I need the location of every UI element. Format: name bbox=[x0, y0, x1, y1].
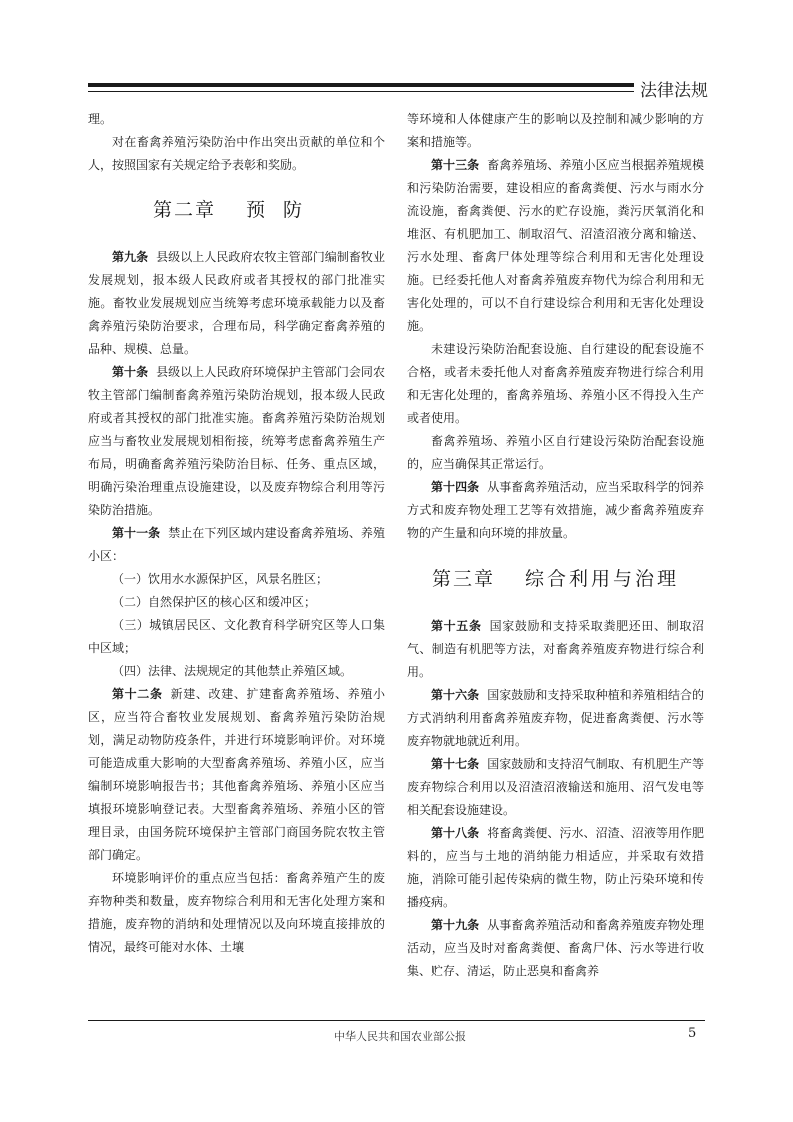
header-rule-thick bbox=[88, 83, 634, 87]
page-number: 5 bbox=[688, 1026, 697, 1041]
paragraph: 未建设污染防治配套设施、自行建设的配套设施不合格，或者未委托他人对畜禽养殖废弃物进行综合利用和无害化处理的，畜禽养殖场、养殖小区不得投入生产或者使用。 bbox=[407, 342, 704, 425]
list-item: （四）法律、法规规定的其他禁止养殖区域。 bbox=[112, 664, 353, 678]
article-16 bbox=[407, 684, 704, 753]
article-label: 第十三条 bbox=[431, 158, 480, 172]
article-15 bbox=[407, 615, 704, 684]
header-rule-thin bbox=[88, 91, 634, 92]
article-text: 国家鼓励和支持采取粪肥还田、制取沼气、制造有机肥等方法，对畜禽养殖废弃物进行综合利用。 bbox=[407, 619, 704, 679]
article-9 bbox=[88, 246, 385, 361]
list-item: （三）城镇居民区、文化教育科学研究区等人口集中区域； bbox=[88, 618, 385, 655]
article-label: 第十九条 bbox=[431, 918, 480, 932]
chapter-title: 综合利用与治理 bbox=[525, 568, 680, 590]
paragraph: 理。 bbox=[88, 112, 113, 126]
article-12 bbox=[88, 683, 385, 867]
article-text: 县级以上人民政府农牧主管部门编制畜牧业发展规划，报本级人民政府或者其授权的部门批准实施。畜牧业发展规划应当统筹考虑环境承载能力以及畜禽养殖污染防治要求，合理布局，科学确定畜禽养殖的品种、规模、总量。 bbox=[88, 250, 385, 356]
chapter-heading-3 bbox=[407, 565, 704, 593]
article-17 bbox=[407, 753, 704, 822]
chapter-title: 预防 bbox=[246, 199, 321, 221]
article-11 bbox=[88, 522, 385, 568]
article-18 bbox=[407, 822, 704, 914]
list-item: （一）饮用水水源保护区，风景名胜区； bbox=[112, 572, 329, 586]
chapter-number: 第二章 bbox=[152, 199, 216, 221]
article-text: 国家鼓励和支持沼气制取、有机肥生产等废弃物综合利用以及沼渣沼液输送和施用、沼气发电等相关配套设施建设。 bbox=[407, 757, 704, 817]
article-label: 第十七条 bbox=[431, 757, 480, 771]
article-text: 畜禽养殖场、养殖小区应当根据养殖规模和污染防治需要，建设相应的畜禽粪便、污水与雨水分流设施，畜禽粪便、污水的贮存设施，粪污厌氧消化和堆沤、有机肥加工、制取沼气、沼渣沼液分离和输送、污水处理、畜禽尸体处理等综合利用和无害化处理设施。已经委托他人对畜禽养殖废弃物代为综合利用和无害化处理的，可以不自行建设综合利用和无害化处理设施。 bbox=[407, 158, 704, 333]
chapter-heading-2 bbox=[88, 196, 385, 224]
article-label: 第九条 bbox=[112, 250, 149, 264]
paragraph: 对在畜禽养殖污染防治中作出突出贡献的单位和个人，按照国家有关规定给予表彰和奖励。 bbox=[88, 135, 385, 172]
footer-rule bbox=[88, 1020, 705, 1021]
article-text: 县级以上人民政府环境保护主管部门会同农牧主管部门编制畜禽养殖污染防治规划，报本级人民政府或者其授权的部门批准实施。畜禽养殖污染防治规划应当与畜牧业发展规划相衔接，统筹考虑畜禽养殖生产布局，明确畜禽养殖污染防治目标、任务、重点区域，明确污染治理重点设施建设，以及废弃物综合利用等污染防治措施。 bbox=[88, 365, 385, 517]
paragraph: 畜禽养殖场、养殖小区自行建设污染防治配套设施的，应当确保其正常运行。 bbox=[407, 434, 704, 471]
article-text: 从事畜禽养殖活动，应当采取科学的饲养方式和废弃物处理工艺等有效措施，减少畜禽养殖废弃物的产生量和向环境的排放量。 bbox=[407, 480, 704, 540]
article-label: 第十二条 bbox=[112, 687, 163, 701]
article-text: 新建、改建、扩建畜禽养殖场、养殖小区，应当符合畜牧业发展规划、畜禽养殖污染防治规划，满足动物防疫条件，并进行环境影响评价。对环境可能造成重大影响的大型畜禽养殖场、养殖小区，应当编制环境影响报告书；其他畜禽养殖场、养殖小区应当填报环境影响登记表。大型畜禽养殖场、养殖小区的管理目录，由国务院环境保护主管部门商国务院农牧主管部门确定。 bbox=[88, 687, 385, 862]
right-column bbox=[407, 108, 704, 983]
article-label: 第十五条 bbox=[431, 619, 482, 633]
paragraph: 环境影响评价的重点应当包括：畜禽养殖产生的废弃物种类和数量，废弃物综合利用和无害化处理方案和措施，废弃物的消纳和处理情况以及向环境直接排放的情况，最终可能对水体、土壤 bbox=[88, 871, 385, 954]
article-text: 禁止在下列区域内建设畜禽养殖场、养殖小区： bbox=[88, 526, 385, 563]
article-label: 第十一条 bbox=[112, 526, 161, 540]
article-text: 将畜禽粪便、污水、沼渣、沼液等用作肥料的，应当与土地的消纳能力相适应，并采取有效措施，消除可能引起传染病的微生物，防止污染环境和传播疫病。 bbox=[407, 826, 704, 909]
article-10 bbox=[88, 361, 385, 522]
article-text: 从事畜禽养殖活动和畜禽养殖废弃物处理活动，应当及时对畜禽粪便、畜禽尸体、污水等进行收集、贮存、清运，防止恶臭和畜禽养 bbox=[407, 918, 704, 978]
list-item: （二）自然保护区的核心区和缓冲区； bbox=[112, 595, 317, 609]
article-label: 第十条 bbox=[112, 365, 149, 379]
left-column bbox=[88, 108, 385, 959]
publication-name: 中华人民共和国农业部公报 bbox=[334, 1030, 466, 1043]
chapter-number: 第三章 bbox=[431, 568, 495, 590]
paragraph: 等环境和人体健康产生的影响以及控制和减少影响的方案和措施等。 bbox=[407, 112, 704, 149]
article-13 bbox=[407, 154, 704, 338]
article-text: 国家鼓励和支持采取种植和养殖相结合的方式消纳利用畜禽养殖废弃物，促进畜禽粪便、污水等废弃物就地就近利用。 bbox=[407, 688, 704, 748]
article-label: 第十八条 bbox=[431, 826, 480, 840]
article-label: 第十六条 bbox=[431, 688, 480, 702]
article-label: 第十四条 bbox=[431, 480, 480, 494]
section-title: 法律法规 bbox=[640, 81, 708, 101]
article-14 bbox=[407, 476, 704, 545]
article-19 bbox=[407, 914, 704, 983]
